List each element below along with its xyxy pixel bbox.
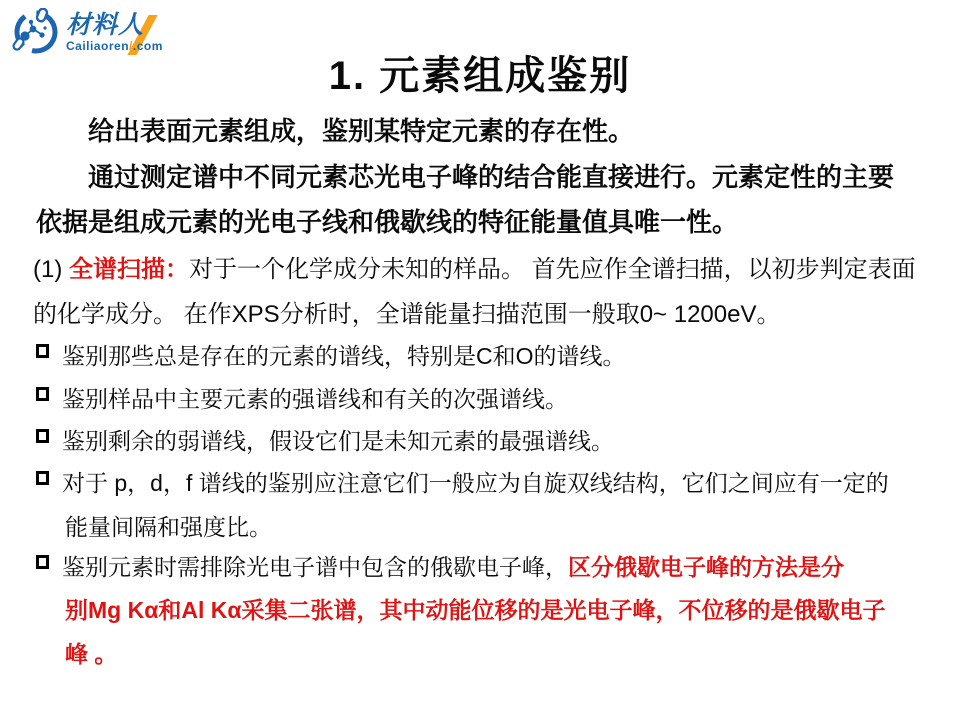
bullet-3-text: 鉴别剩余的弱谱线，假设它们是未知元素的最强谱线。 [62, 428, 614, 454]
square-bullet-icon [36, 471, 49, 485]
bullet-item-5 [36, 549, 844, 582]
square-bullet-icon [36, 344, 49, 358]
survey-number: (1) [33, 256, 69, 283]
bullet-4-text: 对于 p，d，f 谱线的鉴别应注意它们一般应为自旋双线结构，它们之间应有一定的 [62, 470, 889, 496]
intro-line-3: 依据是组成元素的光电子线和俄歇线的特征能量值具唯一性。 [36, 207, 739, 237]
survey-scan-line-1 [33, 249, 916, 284]
square-bullet-icon [36, 429, 49, 443]
brand-text [66, 10, 163, 53]
survey-label: 全谱扫描： [69, 256, 189, 283]
brand-name-en: Cailiaoren/.com [66, 38, 163, 53]
intro-line-2: 通过测定谱中不同元素芯光电子峰的结合能直接进行。元素定性的主要 [88, 162, 895, 192]
slide-title: 1. 元素组成鉴别 [328, 54, 632, 98]
bullet-5-text: 鉴别元素时需排除光电子谱中包含的俄歇电子峰，区分俄歇电子峰的方法是分 [62, 554, 844, 580]
bullet-item-4 [36, 465, 889, 498]
bullet-item-3 [36, 423, 614, 456]
survey-text-1: 对于一个化学成分未知的样品。 首先应作全谱扫描，以初步判定表面 [189, 256, 916, 283]
bullet-2-text: 鉴别样品中主要元素的强谱线和有关的次强谱线。 [62, 386, 568, 412]
bullet-item-2 [36, 381, 568, 414]
square-bullet-icon [36, 387, 49, 401]
brand-name-cn: 材料人 [66, 10, 145, 39]
square-bullet-icon [36, 555, 49, 569]
bullet-item-1 [36, 338, 626, 371]
bullet-1-text: 鉴别那些总是存在的元素的谱线，特别是C和O的谱线。 [62, 343, 626, 369]
intro-line-1: 给出表面元素组成，鉴别某特定元素的存在性。 [88, 116, 635, 146]
bullet-5-continuation-1: 别Mg Kα和Al Kα采集二张谱，其中动能位移的是光电子峰，不位移的是俄歇电子 [65, 597, 886, 623]
bullet-5-continuation-2: 峰 。 [65, 641, 118, 667]
bullet-4-continuation: 能量间隔和强度比。 [65, 514, 272, 540]
survey-scan-line-2: 的化学成分。 在作XPS分析时，全谱能量扫描范围一般取0~ 1200eV。 [33, 301, 781, 328]
